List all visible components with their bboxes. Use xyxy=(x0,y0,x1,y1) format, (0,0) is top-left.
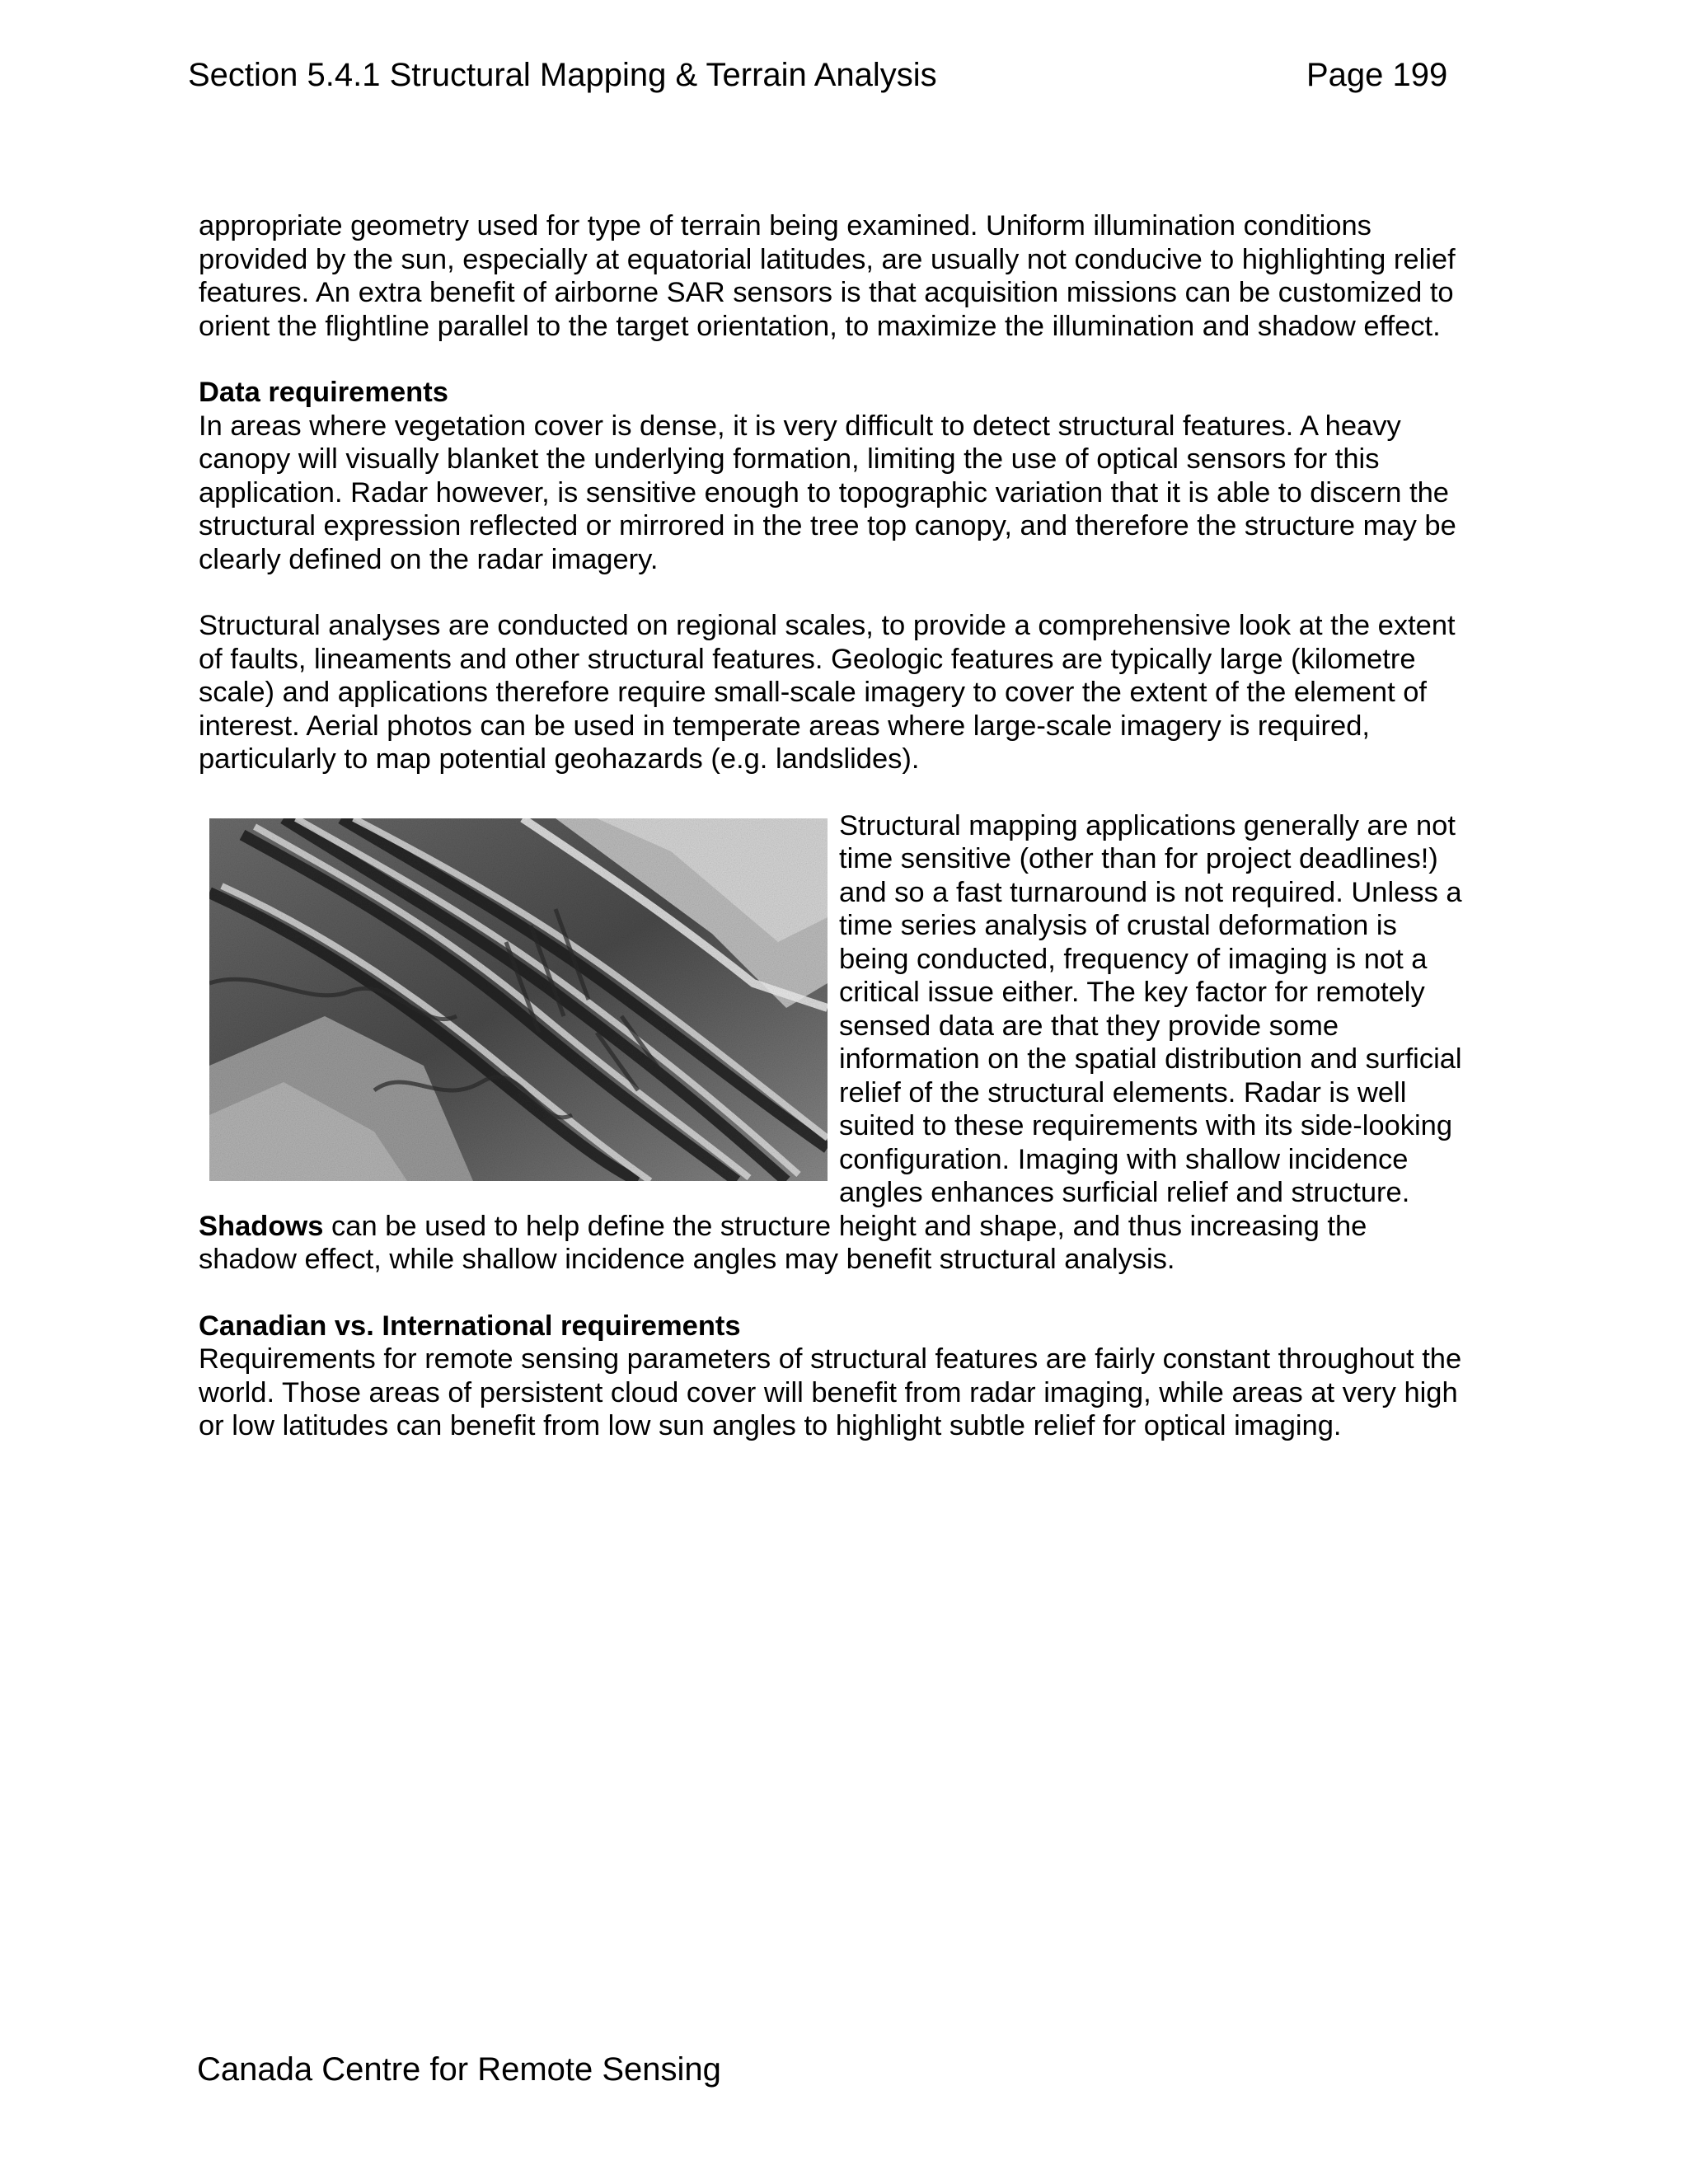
paragraph-time-sensitivity-text: Structural mapping applications generally are not time sensitive (other than for project deadlines!) and so a fast turnaround is not required. Unless a time series analysis of crustal deformation is being conducted, frequency of imaging is not a critical issue either. The key factor for remotely sensed data are that they provide some information on the spatial distribution and surficial relief of the structural elements. Radar is well suited to these requirements with its side-looking configuration. Imaging with shallow incidence angles enhances surficial relief and structure. xyxy=(839,809,1462,1208)
section-title: Section 5.4.1 Structural Mapping & Terrain Analysis xyxy=(188,57,937,93)
paragraph-regional-scales: Structural analyses are conducted on regional scales, to provide a comprehensive look at the extent of faults, lineaments and other structural features. Geologic features are typically large (kilometre scale) and applications therefore require small-scale imagery to cover the extent of the element of interest. Aerial photos can be used in temperate areas where large-scale imagery is required, particularly to map potential geohazards (e.g. landslides). xyxy=(199,610,1456,775)
radar-terrain-image xyxy=(209,818,839,1181)
paragraph-international: Requirements for remote sensing parameters of structural features are fairly constant throughout the world. Those areas of persistent cloud cover will benefit from radar imaging, while areas at very high or low latitudes can benefit from low sun angles to highlight subtle relief for optical imaging. xyxy=(199,1343,1462,1441)
data-requirements-heading: Data requirements xyxy=(199,377,448,408)
footer-organization: Canada Centre for Remote Sensing xyxy=(197,2051,721,2088)
page-body xyxy=(199,209,1464,1476)
shadows-bold: Shadows xyxy=(199,1210,324,1242)
page-number: Page 199 xyxy=(1306,57,1448,93)
data-requirements-section xyxy=(199,376,1464,576)
paragraph-vegetation: In areas where vegetation cover is dense, it is very difficult to detect structural features. A heavy canopy will visually blanket the underlying formation, limiting the use of optical sensors for this application. Radar however, is sensitive enough to topographic variation that it is able to discern the structural expression reflected or mirrored in the tree top canopy, and therefore the structure may be clearly defined on the radar imagery. xyxy=(199,410,1456,575)
radar-image-graphic xyxy=(209,818,828,1181)
paragraph-geometry: appropriate geometry used for type of terrain being examined. Uniform illumination conditions provided by the sun, especially at equatorial latitudes, are usually not conducive to highlighting relief features. An extra benefit of airborne SAR sensors is that acquisition missions can be customized to orient the flightline parallel to the target orientation, to maximize the illumination and shadow effect. xyxy=(199,210,1456,342)
shadows-text: can be used to help define the structure height and shape, and thus increasing the shadow effect, while shallow incidence angles may benefit structural analysis. xyxy=(199,1210,1367,1275)
international-requirements-heading: Canadian vs. International requirements xyxy=(199,1310,741,1342)
international-requirements-section xyxy=(199,1310,1464,1443)
